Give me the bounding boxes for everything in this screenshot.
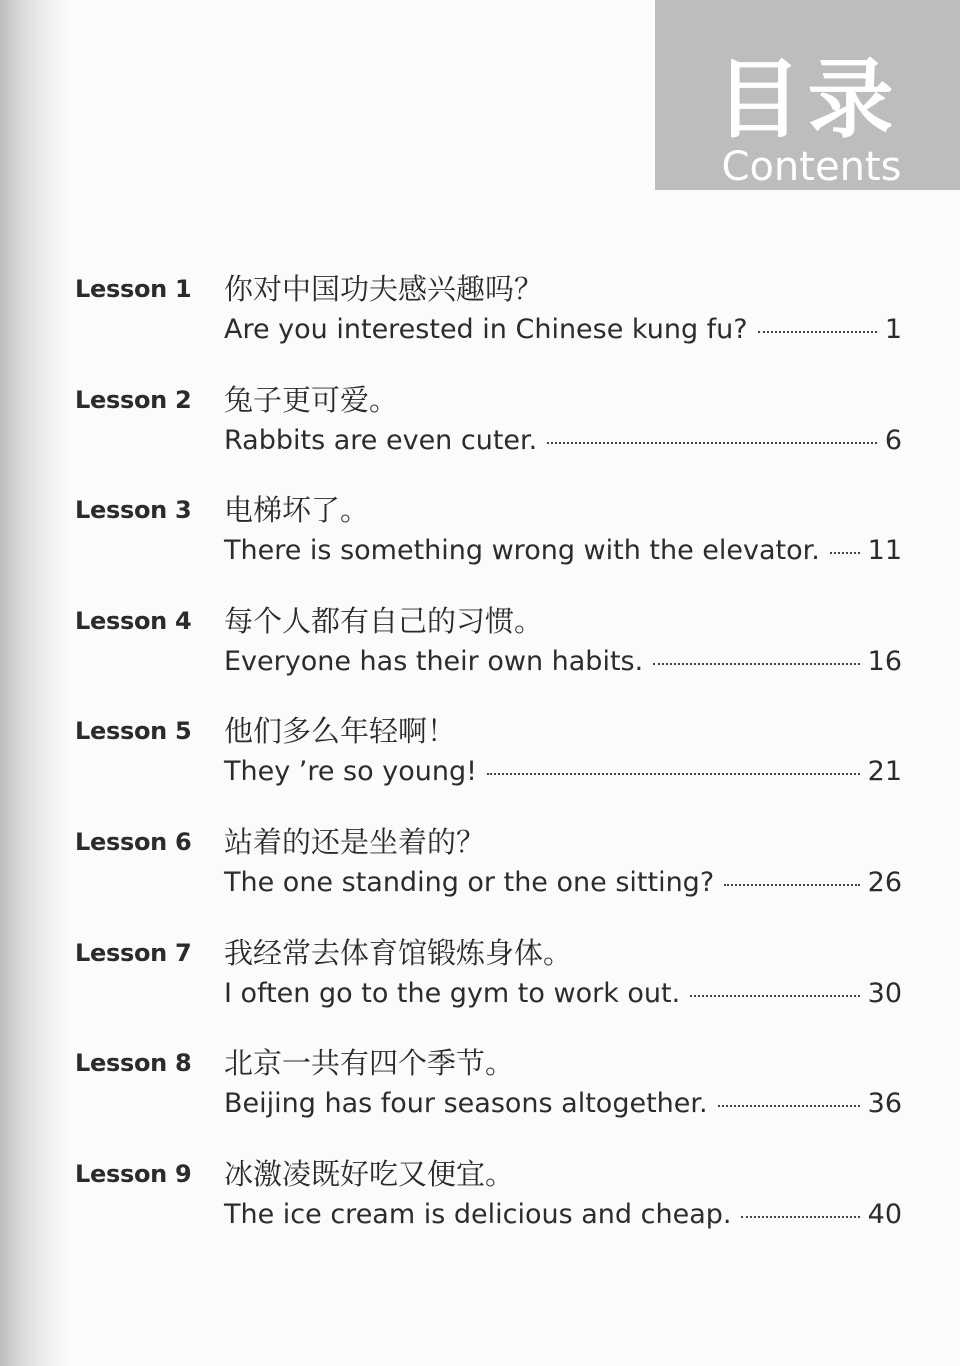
lesson-title-zh: 站着的还是坐着的？ — [224, 824, 486, 859]
lesson-title-en: I often go to the gym to work out. — [224, 977, 681, 1009]
toc-entry-lesson-8[interactable] — [0, 1044, 960, 1155]
lesson-title-en: Rabbits are even cuter. — [224, 424, 538, 456]
dot-leader — [690, 995, 859, 997]
toc-entry-lesson-5[interactable] — [0, 712, 960, 823]
lesson-title-en: The one standing or the one sitting? — [224, 866, 715, 898]
lesson-title-zh: 他们多么年轻啊！ — [224, 714, 457, 749]
toc-entry-lesson-1[interactable] — [0, 270, 960, 381]
header-title-en: Contents — [721, 144, 902, 190]
contents-header — [655, 0, 960, 190]
lesson-title-en: They ’re so young! — [224, 756, 477, 788]
lesson-title-en-row — [224, 423, 902, 459]
lesson-title-zh: 兔子更可爱。 — [224, 382, 399, 417]
table-of-contents — [0, 270, 960, 1265]
lesson-title-en: There is something wrong with the elevator. — [224, 535, 820, 567]
toc-entry-lesson-6[interactable] — [0, 823, 960, 934]
toc-entry-lesson-7[interactable] — [0, 934, 960, 1045]
dot-leader — [487, 773, 860, 775]
lesson-title-en-row — [224, 754, 902, 790]
lesson-label: Lesson 7 — [75, 938, 192, 967]
lesson-title-zh: 北京一共有四个季节。 — [224, 1046, 515, 1081]
dot-leader — [741, 1216, 859, 1218]
lesson-title-zh: 你对中国功夫感兴趣吗？ — [224, 272, 544, 306]
lesson-title-en: Are you interested in Chinese kung fu? — [224, 314, 748, 345]
lesson-title-en-row — [224, 644, 902, 680]
lesson-label: Lesson 1 — [75, 275, 192, 303]
page-number: 26 — [867, 866, 902, 898]
dot-leader — [547, 442, 877, 444]
lesson-title-en-row — [224, 533, 902, 569]
lesson-label: Lesson 2 — [75, 385, 192, 414]
toc-entry-lesson-3[interactable] — [0, 491, 960, 602]
lesson-label: Lesson 6 — [75, 827, 192, 856]
lesson-title-en: Everyone has their own habits. — [224, 645, 644, 677]
lesson-title-en-row — [224, 312, 902, 348]
lesson-title-en-row — [224, 976, 902, 1012]
page-number: 36 — [867, 1088, 902, 1120]
lesson-title-en-row — [224, 1086, 902, 1122]
lesson-label: Lesson 8 — [75, 1049, 192, 1078]
lesson-title-en-row — [224, 1197, 902, 1233]
toc-entry-lesson-4[interactable] — [0, 602, 960, 713]
lesson-title-zh: 冰激凌既好吃又便宜。 — [224, 1156, 515, 1191]
page-number: 1 — [884, 314, 902, 345]
page-number: 21 — [867, 756, 902, 788]
lesson-title-zh: 电梯坏了。 — [224, 493, 370, 528]
header-title-zh: 目录 — [715, 50, 900, 150]
lesson-label: Lesson 3 — [75, 496, 192, 525]
dot-leader — [718, 1105, 860, 1107]
lesson-label: Lesson 9 — [75, 1159, 192, 1188]
dot-leader — [724, 884, 859, 886]
lesson-label: Lesson 4 — [75, 606, 192, 635]
toc-entry-lesson-9[interactable] — [0, 1155, 960, 1266]
dot-leader — [830, 552, 860, 554]
page-number: 40 — [867, 1198, 902, 1230]
lesson-title-en: The ice cream is delicious and cheap. — [224, 1198, 732, 1230]
lesson-title-en-row — [224, 865, 902, 901]
lesson-label: Lesson 5 — [75, 717, 192, 746]
dot-leader — [653, 663, 859, 665]
lesson-title-zh: 每个人都有自己的习惯。 — [224, 603, 544, 638]
dot-leader — [758, 331, 877, 333]
page-number: 11 — [867, 535, 902, 567]
lesson-title-zh: 我经常去体育馆锻炼身体。 — [224, 935, 573, 970]
lesson-title-en: Beijing has four seasons altogether. — [224, 1088, 708, 1120]
page-number: 30 — [867, 977, 902, 1009]
toc-entry-lesson-2[interactable] — [0, 381, 960, 492]
page-number: 16 — [867, 645, 902, 677]
page-number: 6 — [884, 424, 902, 456]
